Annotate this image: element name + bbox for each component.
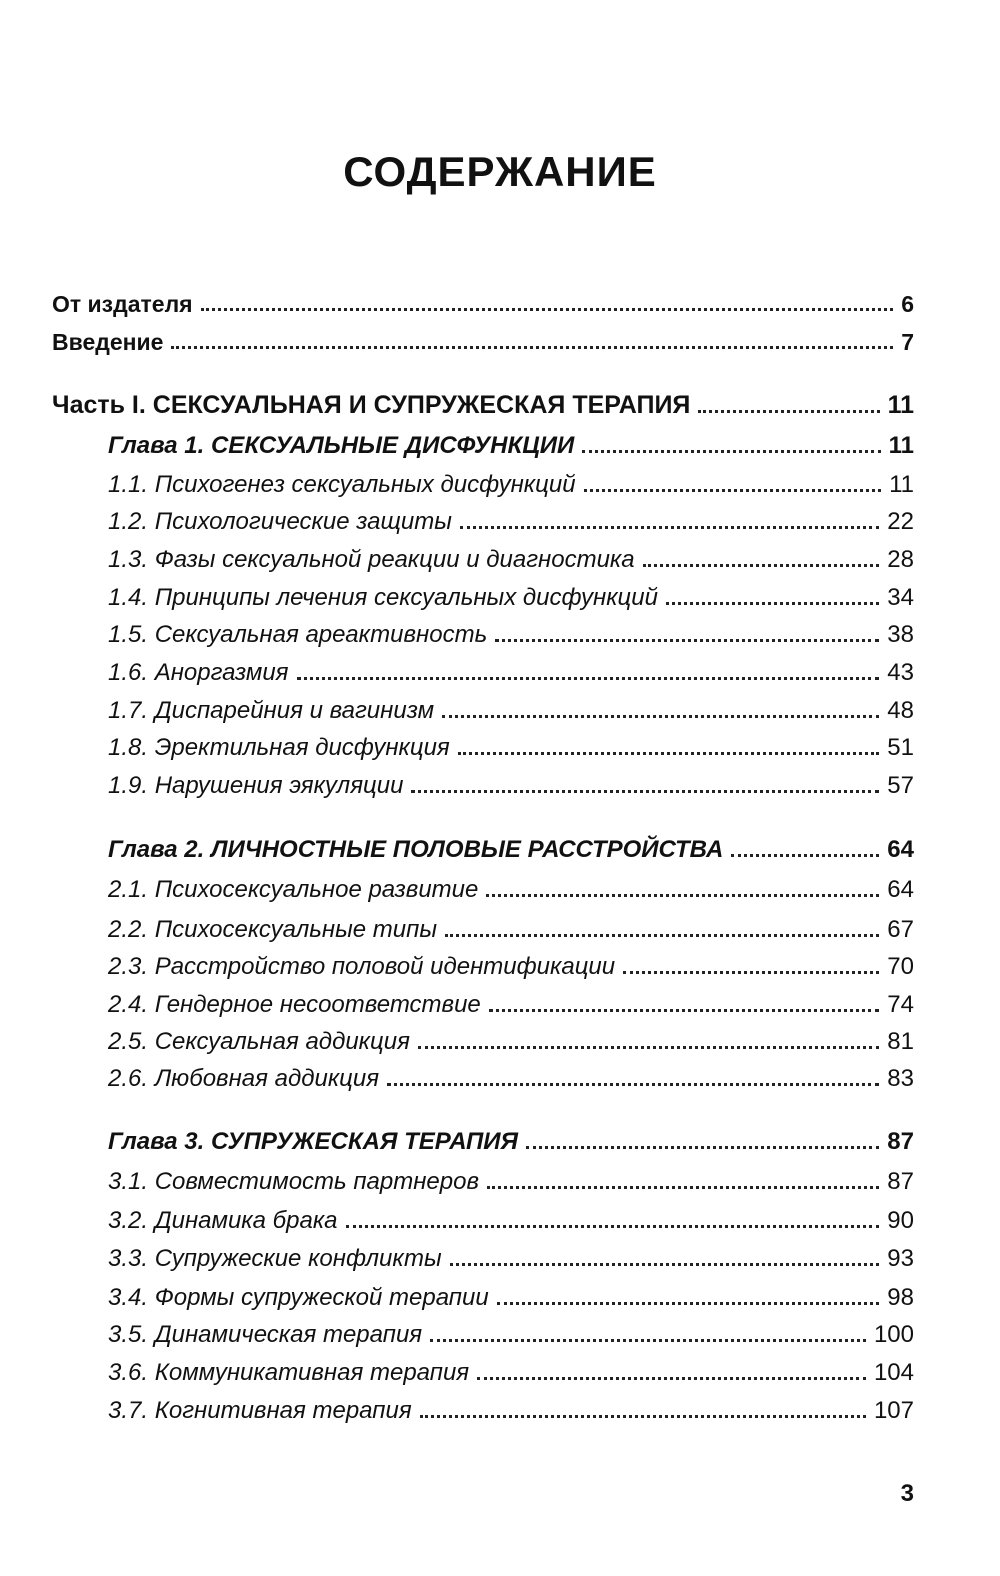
toc-entry-page: 34 — [887, 584, 914, 611]
toc-entry-page: 98 — [887, 1284, 914, 1311]
dot-leader — [487, 1186, 879, 1189]
toc-entry-page: 93 — [887, 1245, 914, 1272]
toc-entry-page: 11 — [887, 391, 914, 419]
toc-entry-section — [108, 868, 914, 904]
toc-entry-label: 3.4. Формы супружеской терапии — [108, 1284, 489, 1311]
toc-entry-label: 3.7. Когнитивная терапия — [108, 1397, 412, 1424]
page-number: 3 — [900, 1480, 914, 1507]
dot-leader — [497, 1302, 880, 1305]
toc-entry-label: 2.5. Сексуальная аддикция — [108, 1028, 410, 1055]
toc-entry-page: 38 — [887, 621, 914, 648]
toc-entry-page: 107 — [873, 1397, 914, 1424]
dot-leader — [495, 639, 879, 642]
toc-entry-page: 83 — [887, 1065, 914, 1092]
dot-leader — [582, 450, 880, 453]
toc-entry-section — [108, 1020, 914, 1056]
toc-entry-label: 3.5. Динамическая терапия — [108, 1321, 423, 1348]
toc-entry-page: 81 — [887, 1028, 914, 1055]
toc-entry-page: 7 — [901, 329, 914, 355]
toc-entry-label: 3.2. Динамика брака — [108, 1207, 338, 1234]
toc-entry-label: 1.1. Психогенез сексуальных дисфункций — [108, 471, 576, 498]
toc-entry-page: 74 — [887, 991, 914, 1018]
dot-leader — [477, 1377, 866, 1380]
toc-entry-chapter — [108, 828, 914, 864]
toc-entry-section — [108, 689, 914, 725]
toc-entry-section — [108, 1276, 914, 1312]
toc-entry-chapter — [108, 424, 914, 460]
dot-leader — [489, 1009, 880, 1012]
toc-entry-label: 1.7. Диспарейния и вагинизм — [108, 697, 435, 724]
toc-entry-label: 3.1. Совместимость партнеров — [108, 1168, 480, 1195]
toc-entry-section — [108, 1313, 914, 1349]
toc-entry-label: 2.4. Гендерное несоответствие — [108, 991, 481, 1018]
dot-leader — [297, 677, 880, 680]
toc-entry-section — [108, 726, 914, 762]
toc-entry-label: 2.1. Психосексуальное развитие — [108, 876, 479, 903]
toc-entry-section — [108, 1160, 914, 1196]
dot-leader — [486, 894, 879, 897]
toc-entry-page: 104 — [873, 1359, 914, 1386]
dot-leader — [526, 1146, 879, 1149]
toc-entry-page: 64 — [887, 876, 914, 903]
toc-entry-label: 2.3. Расстройство половой идентификации — [108, 953, 616, 980]
toc-entry-page: 22 — [887, 508, 914, 535]
dot-leader — [346, 1225, 880, 1228]
toc-entry-label: Глава 3. СУПРУЖЕСКАЯ ТЕРАПИЯ — [108, 1128, 519, 1155]
toc-entry-section — [108, 576, 914, 612]
toc-entry-section — [108, 651, 914, 687]
toc-entry-section — [108, 538, 914, 574]
toc-entry-label: 3.6. Коммуникативная терапия — [108, 1359, 470, 1386]
toc-entry-section — [108, 613, 914, 649]
toc-entry-section — [108, 945, 914, 981]
toc-entry-page: 70 — [887, 953, 914, 980]
toc-entry-section — [108, 1237, 914, 1273]
toc-entry-label: Глава 1. СЕКСУАЛЬНЫЕ ДИСФУНКЦИИ — [108, 432, 575, 459]
toc-entry-top — [52, 282, 914, 318]
toc-entry-label: 1.3. Фазы сексуальной реакции и диагностика — [108, 546, 635, 573]
dot-leader — [445, 934, 879, 937]
toc-entry-label: 1.8. Эректильная дисфункция — [108, 734, 450, 761]
toc-entry-page: 48 — [887, 697, 914, 724]
toc-entry-section — [108, 1057, 914, 1093]
toc-entry-page: 64 — [887, 836, 914, 863]
dot-leader — [643, 564, 880, 567]
dot-leader — [171, 346, 893, 349]
toc-entry-page: 28 — [887, 546, 914, 573]
toc-entry-chapter — [108, 1120, 914, 1156]
dot-leader — [698, 410, 879, 413]
toc-entry-section — [108, 500, 914, 536]
dot-leader — [387, 1083, 879, 1086]
toc-entry-label: 1.9. Нарушения эякуляции — [108, 772, 404, 799]
toc-entry-section — [108, 764, 914, 800]
dot-leader — [731, 854, 879, 857]
toc-entry-label: 3.3. Супружеские конфликты — [108, 1245, 442, 1272]
toc-entry-page: 11 — [889, 471, 914, 498]
toc-entry-label: 1.4. Принципы лечения сексуальных дисфункций — [108, 584, 658, 611]
dot-leader — [666, 602, 879, 605]
dot-leader — [201, 308, 894, 311]
toc-entry-section — [108, 983, 914, 1019]
toc-entry-page: 87 — [887, 1128, 914, 1155]
dot-leader — [584, 489, 882, 492]
toc-entry-label: 1.5. Сексуальная ареактивность — [108, 621, 488, 648]
dot-leader — [458, 752, 880, 755]
toc-entry-page: 90 — [887, 1207, 914, 1234]
dot-leader — [450, 1263, 880, 1266]
toc-entry-page: 51 — [887, 734, 914, 761]
dot-leader — [411, 790, 879, 793]
toc-entry-label: 2.2. Психосексуальные типы — [108, 916, 437, 943]
toc-entry-page: 87 — [887, 1168, 914, 1195]
toc-entry-page: 11 — [888, 432, 914, 459]
toc-entry-label: 2.6. Любовная аддикция — [108, 1065, 380, 1092]
toc-entry-section — [108, 1351, 914, 1387]
toc-entry-part — [52, 384, 914, 420]
dot-leader — [430, 1339, 866, 1342]
page-title: СОДЕРЖАНИЕ — [343, 148, 657, 195]
toc-entry-page: 43 — [887, 659, 914, 686]
toc-entry-page: 67 — [887, 916, 914, 943]
toc-entry-top — [52, 320, 914, 356]
dot-leader — [442, 715, 879, 718]
dot-leader — [418, 1046, 879, 1049]
toc-entry-page: 100 — [873, 1321, 914, 1348]
dot-leader — [460, 526, 879, 529]
toc-entry-page: 6 — [901, 291, 914, 317]
toc-entry-label: От издателя — [52, 291, 193, 317]
toc-entry-section — [108, 1199, 914, 1235]
toc-entry-page: 57 — [887, 772, 914, 799]
toc-entry-label: Глава 2. ЛИЧНОСТНЫЕ ПОЛОВЫЕ РАССТРОЙСТВА — [108, 836, 724, 863]
dot-leader — [420, 1415, 866, 1418]
dot-leader — [623, 971, 879, 974]
toc-entry-label: Введение — [52, 329, 164, 355]
toc-entry-label: 1.6. Аноргазмия — [108, 659, 289, 686]
toc-entry-section — [108, 463, 914, 499]
toc-entry-section — [108, 1389, 914, 1425]
toc-entry-label: 1.2. Психологические защиты — [108, 508, 452, 535]
toc-entry-label: Часть I. СЕКСУАЛЬНАЯ И СУПРУЖЕСКАЯ ТЕРАПИЯ — [52, 391, 691, 419]
toc-entry-section — [108, 908, 914, 944]
